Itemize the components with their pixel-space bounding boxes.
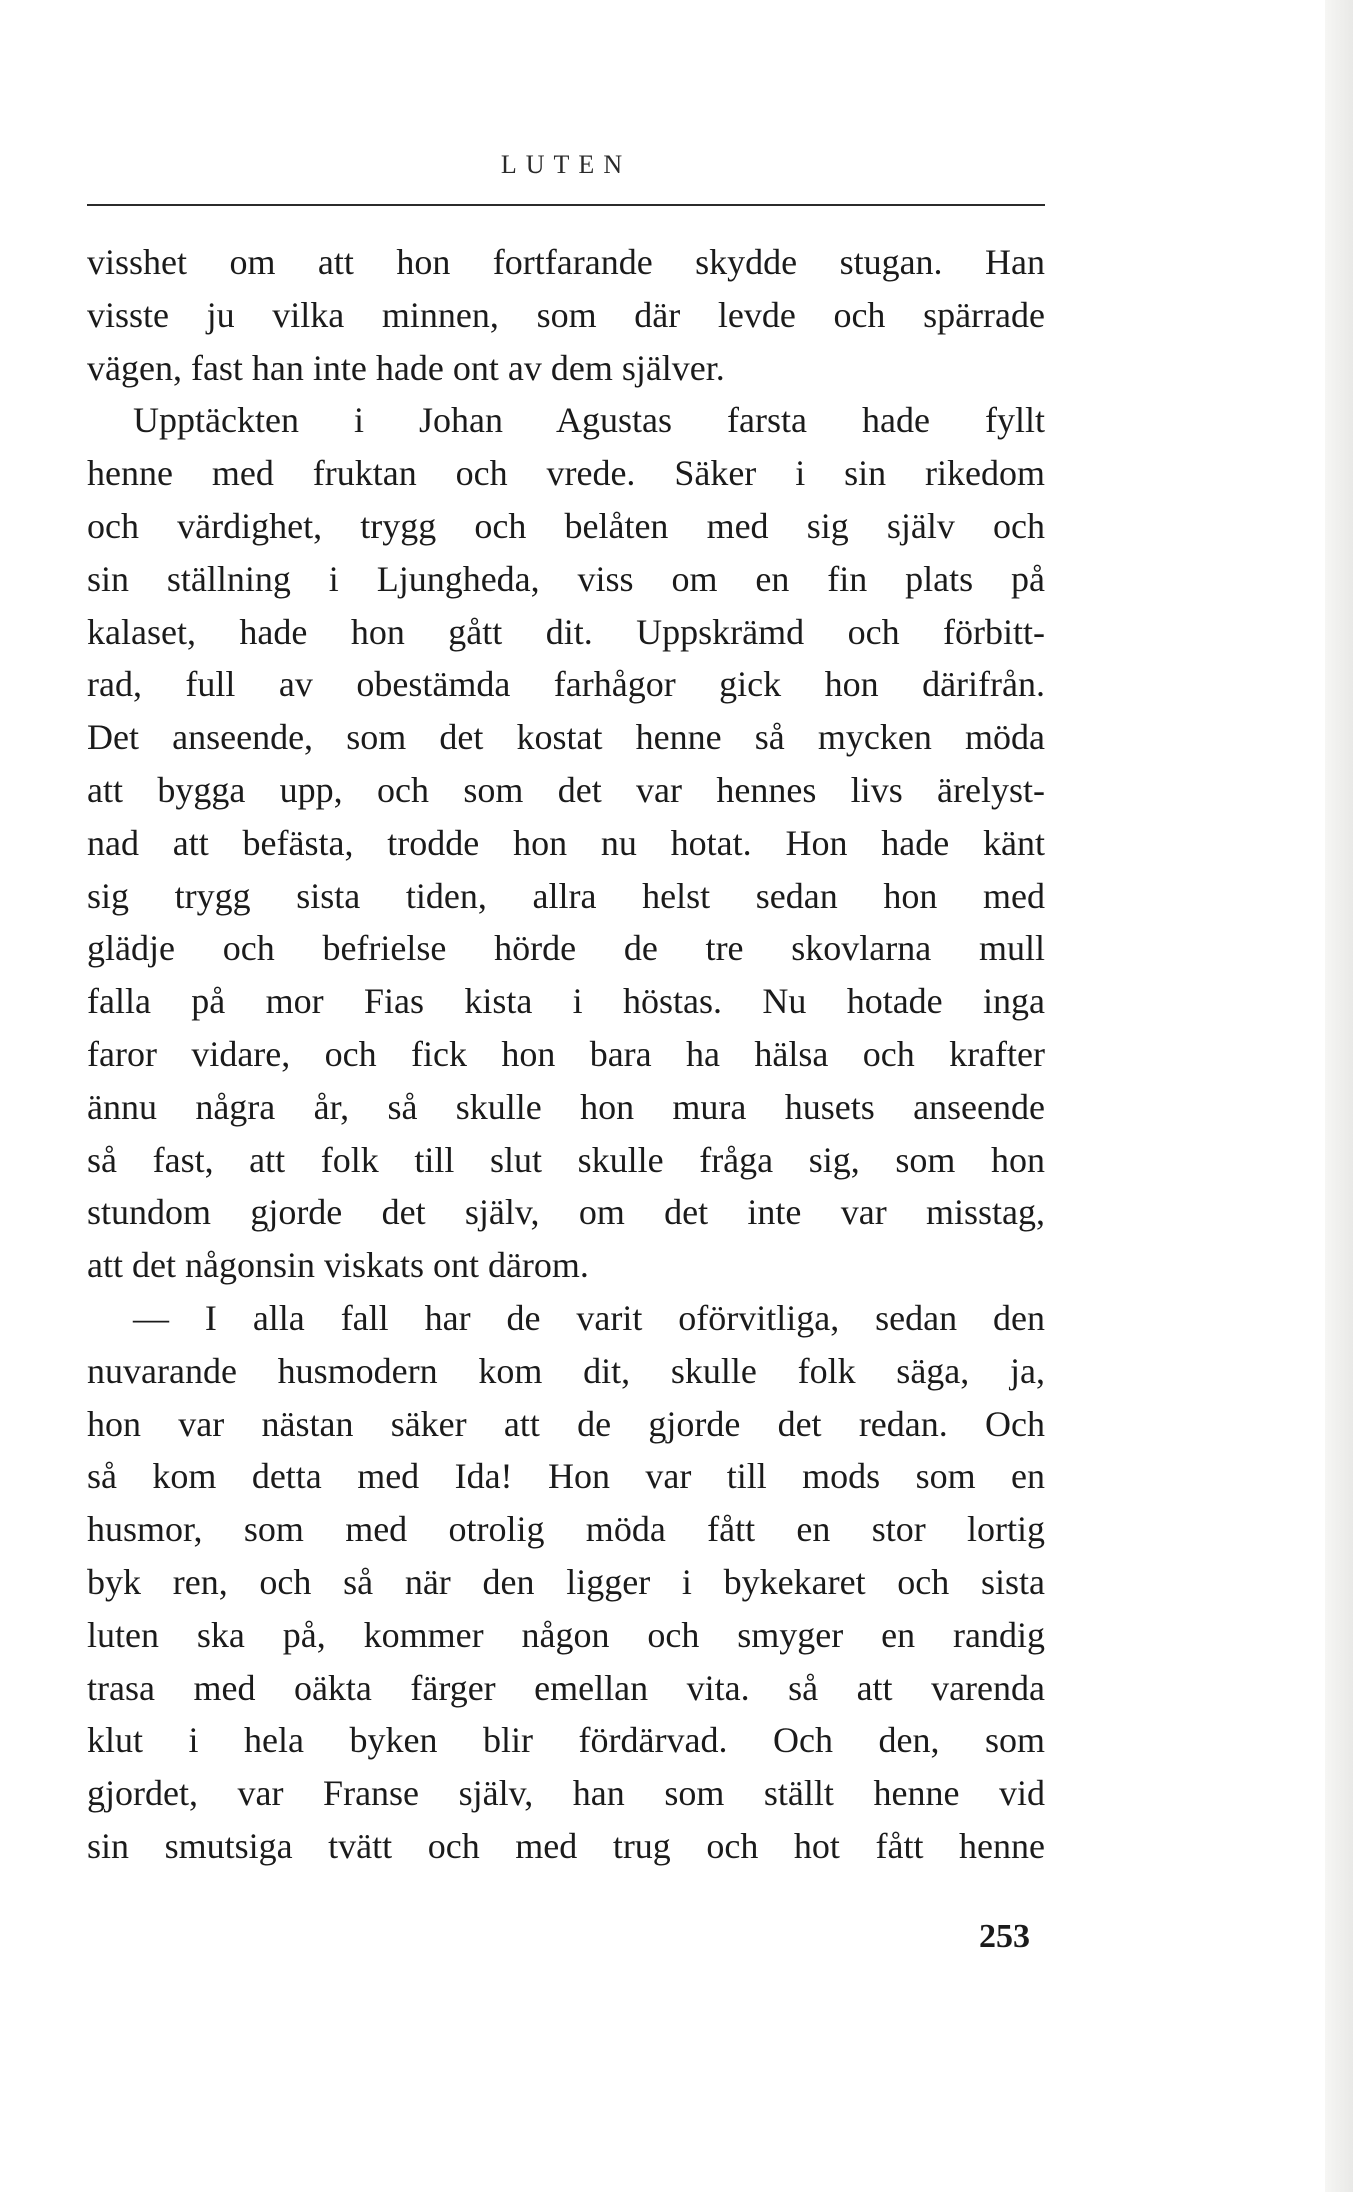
- text-line: visshet om att hon fortfarande skydde stugan. Han: [87, 242, 1045, 282]
- text-line: faror vidare, och fick hon bara ha hälsa och krafter: [87, 1033, 1045, 1074]
- text-line: husmor, som med otrolig möda fått en stor lortig: [87, 1509, 1045, 1550]
- text-line: trasa med oäkta färger emellan vita. så att varenda: [87, 1667, 1045, 1708]
- page-number: 253: [979, 1918, 1030, 1955]
- text-line: sin ställning i Ljungheda, viss om en fin plats på: [87, 558, 1045, 599]
- text-line: att bygga upp, och som det var hennes livs ärelyst-: [87, 769, 1045, 810]
- text-line: — I alla fall har de varit oförvitliga, sedan den: [133, 1297, 1045, 1338]
- text-line: visste ju vilka minnen, som där levde och spärrade: [87, 294, 1045, 335]
- text-line: rad, full av obestämda farhågor gick hon därifrån.: [87, 664, 1045, 705]
- body-text: [87, 236, 1045, 1873]
- text-line: henne med fruktan och vrede. Säker i sin rikedom: [87, 453, 1045, 494]
- text-line: nad att befästa, trodde hon nu hotat. Hon hade känt: [87, 822, 1045, 863]
- text-line: att det någonsin viskats ont därom.: [87, 1245, 589, 1286]
- text-line: klut i hela byken blir fördärvad. Och den, som: [87, 1720, 1045, 1761]
- text-line: glädje och befrielse hörde de tre skovlarna mull: [87, 928, 1045, 969]
- text-line: vägen, fast han inte hade ont av dem själver.: [87, 347, 725, 388]
- text-line: nuvarande husmodern kom dit, skulle folk säga, ja,: [87, 1350, 1045, 1391]
- text-line: så fast, att folk till slut skulle fråga sig, som hon: [87, 1139, 1045, 1180]
- text-line: ännu några år, så skulle hon mura husets anseende: [87, 1086, 1045, 1127]
- text-line: byk ren, och så när den ligger i bykekaret och sista: [87, 1561, 1045, 1602]
- page-edge-shadow: [1325, 0, 1353, 2192]
- header-rule: [87, 204, 1045, 206]
- text-line: hon var nästan säker att de gjorde det redan. Och: [87, 1403, 1045, 1444]
- text-line: sin smutsiga tvätt och med trug och hot fått henne: [87, 1825, 1045, 1866]
- text-line: Det anseende, som det kostat henne så mycken möda: [87, 717, 1045, 758]
- text-line: sig trygg sista tiden, allra helst sedan hon med: [87, 875, 1045, 916]
- text-line: falla på mor Fias kista i höstas. Nu hotade inga: [87, 981, 1045, 1022]
- text-line: stundom gjorde det själv, om det inte var misstag,: [87, 1192, 1045, 1233]
- text-line: kalaset, hade hon gått dit. Uppskrämd och förbitt-: [87, 611, 1045, 652]
- text-line: Upptäckten i Johan Agustas farsta hade fyllt: [133, 400, 1045, 441]
- text-line: gjordet, var Franse själv, han som ställt henne vid: [87, 1773, 1045, 1814]
- text-line: så kom detta med Ida! Hon var till mods som en: [87, 1456, 1045, 1497]
- text-line: och värdighet, trygg och belåten med sig själv och: [87, 505, 1045, 546]
- running-head: LUTEN: [500, 150, 632, 179]
- text-line: luten ska på, kommer någon och smyger en randig: [87, 1614, 1045, 1655]
